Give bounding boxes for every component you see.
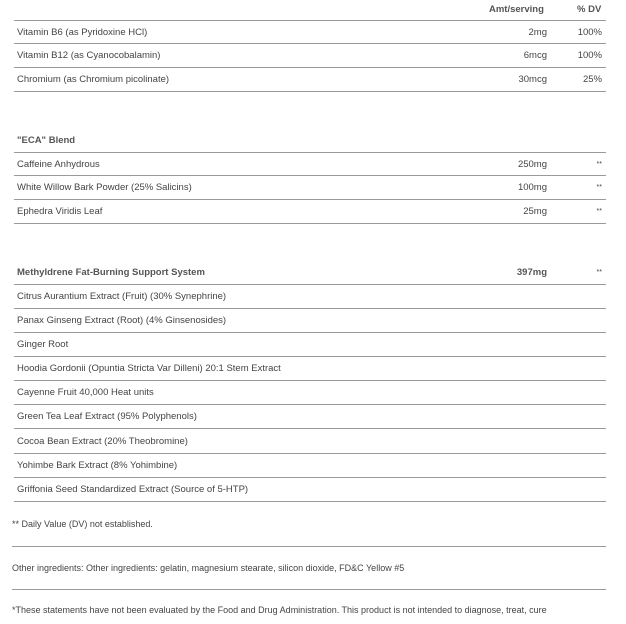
ingredient-name: Green Tea Leaf Extract (95% Polyphenols) <box>17 411 197 422</box>
table-row <box>14 44 606 68</box>
ingredient-name: Ginger Root <box>17 339 69 350</box>
table-row <box>14 200 606 224</box>
nutrient-dv: 100% <box>577 50 602 61</box>
dv-footnote: ** Daily Value (DV) not established. <box>12 519 153 529</box>
nutrient-name: Chromium (as Chromium picolinate) <box>17 74 170 85</box>
nutrient-name: Vitamin B6 (as Pyridoxine HCl) <box>17 27 148 38</box>
table-row <box>14 478 606 502</box>
blend-dv: ** <box>596 269 602 276</box>
table-row <box>14 454 606 478</box>
table-row <box>14 309 606 333</box>
ingredient-name: Ephedra Viridis Leaf <box>17 206 103 217</box>
table-row <box>14 176 606 200</box>
table-row <box>14 357 606 381</box>
ingredient-name: Hoodia Gordonii (Opuntia Stricta Var Dilleni) 20:1 Stem Extract <box>17 363 281 374</box>
nutrient-dv: 100% <box>577 27 602 38</box>
ingredient-name: Cocoa Bean Extract (20% Theobromine) <box>17 436 188 447</box>
blend-title: Methyldrene Fat-Burning Support System <box>17 267 205 278</box>
divider <box>12 546 606 547</box>
amt-serving-header: Amt/serving <box>489 4 544 15</box>
nutrient-dv: 25% <box>582 74 602 85</box>
table-row <box>14 405 606 429</box>
other-ingredients: Other ingredients: Other ingredients: gelatin, magnesium stearate, silicon dioxide, FD&C Yellow #5 <box>12 563 405 573</box>
table-row <box>14 285 606 309</box>
table-row <box>14 68 606 92</box>
ingredient-name: White Willow Bark Powder (25% Salicins) <box>17 182 192 193</box>
dv-header: % DV <box>577 4 602 15</box>
table-row <box>14 381 606 405</box>
ingredient-amount: 100mg <box>517 182 547 193</box>
nutrient-amount: 30mcg <box>518 74 547 85</box>
blend-header-row <box>14 261 606 285</box>
eca-blend-title: "ECA" Blend <box>17 135 76 146</box>
ingredient-amount: 250mg <box>517 159 547 170</box>
table-row <box>14 20 606 44</box>
table-row <box>14 430 606 454</box>
nutrient-name: Vitamin B12 (as Cyanocobalamin) <box>17 50 161 61</box>
nutrient-amount: 6mcg <box>523 50 547 61</box>
blend-amount: 397mg <box>516 267 547 278</box>
ingredient-name: Caffeine Anhydrous <box>17 159 100 170</box>
ingredient-amount: 25mg <box>523 206 547 217</box>
ingredient-name: Citrus Aurantium Extract (Fruit) (30% Synephrine) <box>17 291 227 302</box>
table-row <box>14 152 606 176</box>
ingredient-name: Panax Ginseng Extract (Root) (4% Ginsenosides) <box>17 315 227 326</box>
ingredient-name: Cayenne Fruit 40,000 Heat units <box>17 387 154 398</box>
ingredient-name: Yohimbe Bark Extract (8% Yohimbine) <box>17 460 178 471</box>
nutrient-amount: 2mg <box>528 27 547 38</box>
ingredient-dv: ** <box>596 208 602 215</box>
fda-disclaimer: *These statements have not been evaluated by the Food and Drug Administration. This product is not intended to diagnose, treat, cure <box>12 605 547 615</box>
ingredient-name: Griffonia Seed Standardized Extract (Source of 5-HTP) <box>17 484 249 495</box>
ingredient-dv: ** <box>596 184 602 191</box>
divider <box>12 589 606 590</box>
table-row <box>14 333 606 357</box>
ingredient-dv: ** <box>596 161 602 168</box>
